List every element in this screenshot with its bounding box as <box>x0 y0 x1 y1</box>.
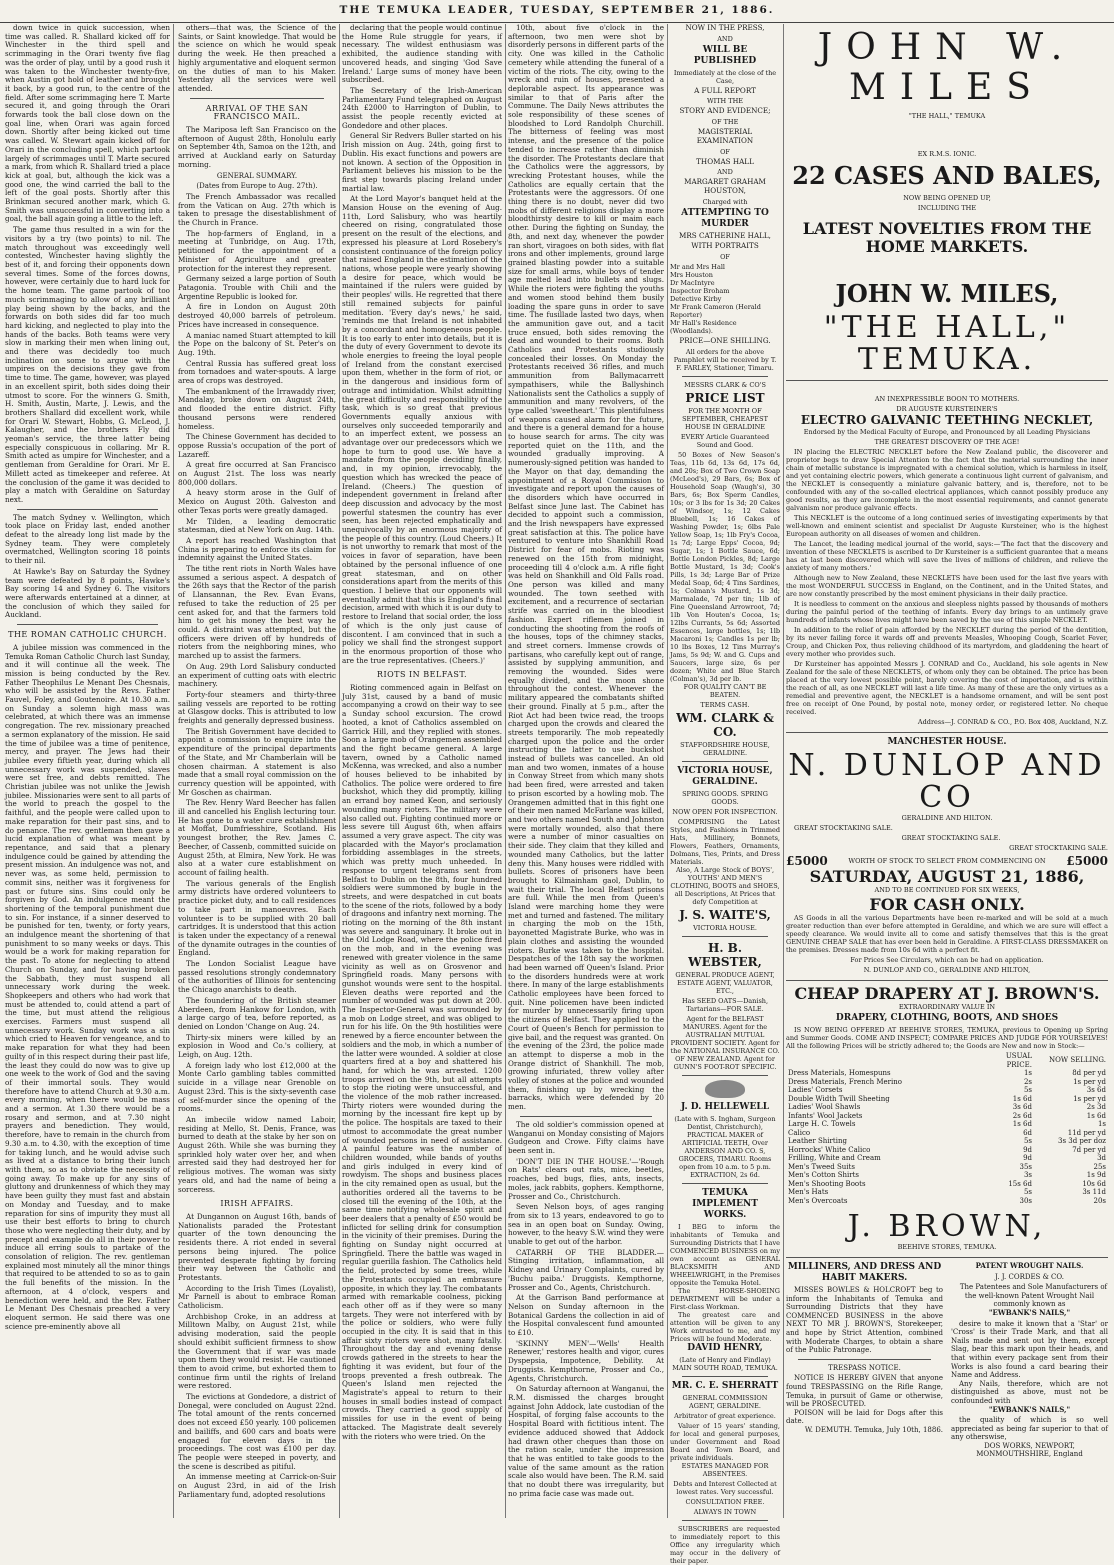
item-name: Dress Materials, French Merino <box>788 1077 902 1086</box>
now-selling-price: 10s 6d <box>1082 1179 1106 1188</box>
usual-price: 9d <box>1023 1154 1032 1162</box>
article-paragraph: The French Ambassador was recalled from the Vatican on Aug. 27th which is taken to presage the disestablishment of the Church in France. <box>178 191 336 228</box>
ad-line: (Late of Henry and Findlay) MAIN SOUTH ROAD, TEMUKA. <box>672 1355 778 1372</box>
ad-body: Dr Kursteiner has appointed Messrs J. CONRAD and Co., Auckland, his sole agents in New Zealand for the sale of these NECKLETS, of whom only they can be obtained. The price has been placed at the very lowest possible point, barely covering the cost of importation, and is within the reach of all, as one NECKLET will last a life time. As many of these are the only virtues as a remedial and preventive agent, the NECKLET is a handsome ornament, and will be sent post free on receipt of One Pound, by postal note, money order, or registered letter. No cheque received. <box>786 660 1108 716</box>
article-paragraph: 'SKINNY MEN'—'Wells' Health Renewer,' restores health and vigor, cures Dyspepsia, Impotence, Debility. At Druggists. Kempthorne, Prosser and Co., Agents, Christchurch. <box>508 1338 664 1383</box>
ad-line: Endorsed by the Medical Faculty of Europe, and Pronounced by all Leading Physicians <box>803 428 1091 436</box>
ad-body: Valuer of 15 years' standing, for local and general purposes, under Government and Road Board and Town Board, and private individuals. <box>670 1421 780 1462</box>
article-paragraph: The British Government have decided to appoint a commission to enquire into the expenditure of the principal departments of the State, and Mr Chamberlain will be chosen chairman. A statement is also made that a small royal commission on the currency question will be appointed, with Mr Goschen as chairman. <box>178 726 336 797</box>
divider <box>190 98 324 99</box>
item-name: Large H. C. Towels <box>788 1120 856 1128</box>
article-paragraph: The old soldier's commission opened at Wanganui on Monday consisting of Majors Gudgeon and Crowe. Fifty claims have been sent in. <box>508 1119 664 1155</box>
item-name: Calico <box>788 1128 811 1137</box>
ad-line: EVERY Article Guaranteed Sound and Good. <box>680 432 770 449</box>
ad-line: WITH PORTRAITS <box>691 241 759 251</box>
ad-line: Agent for the BELFAST MANURES. Agent for the AUSTRALIAN MUTUAL PROVIDENT SOCIETY. Agent for the NATIONAL INSURANCE CO. OF NEW ZEALAND. Agent for GUNN'S FOOT-ROT SPECIFIC. <box>670 1014 780 1071</box>
column-3 <box>342 24 502 1518</box>
usual-price: 6d <box>1023 1128 1032 1137</box>
divider <box>682 936 768 937</box>
pamphlet-ad <box>670 24 780 372</box>
dunlop-ad <box>786 733 1108 981</box>
necklet-ad <box>786 381 1108 733</box>
nails-ad <box>951 1262 1108 1461</box>
price-row <box>786 1180 1108 1189</box>
ad-line: Arbitrator of great experience. <box>674 1411 776 1420</box>
ad-body: MISSES BOWLES & HOLCROFT beg to inform the Inhabitants of Temuka and Surrounding Districts that they have COMMENCED BUSINESS in the above NEXT TO MR J. BROWN'S, Storekeeper, and hope by Strict Attention, combined with Moderate Charges, to obtain a share of the Public Patronage. <box>786 1286 943 1355</box>
usual-price: 1s 6d <box>1012 1120 1032 1128</box>
article-paragraph: According to the Irish Times (Loyalist), Mr Parnell is about to embrace Roman Catholicism. <box>178 1283 336 1311</box>
article-paragraph: The embankment of the Irrawaddy river, Mandalay, broke down on August 24th, and flooded the entire district. Fifty thousand persons were rendered homeless. <box>178 386 336 431</box>
masthead: THE TEMUKA LEADER, TUESDAY, SEPTEMBER 21, 1886. <box>0 0 1114 23</box>
section-dates: (Dates from Europe to Aug. 27th). <box>196 182 318 191</box>
ad-body: It is needless to comment on the anxious and sleepless nights passed by thousands of mothers during the painful period of the teething of infants. Every day brings to an untimely grave hundreds of infants whose lives might have been saved by the use of this simple NECKLET. <box>786 600 1108 624</box>
ad-line: A FULL REPORT <box>694 85 756 95</box>
article-paragraph: At the Garrison Band performance at Nelson on Sunday afternoon in the Botanical Gardens the collection in aid of the Hospital convalescent fund amounted to £10. <box>508 1293 664 1338</box>
column-4 <box>508 24 664 1518</box>
now-selling-price: 3s 3d per doz <box>1057 1137 1106 1145</box>
article-paragraph: 'DON'T DIE IN THE HOUSE.'—'Rough on Rats' clears out rats, mice, beetles, roaches, bed bugs, flies, ants, insects, moles, jack rabbits, gophers. Kempthorne, Prosser and Co., Christchurch. <box>508 1156 664 1201</box>
ad-line: ALWAYS IN TOWN <box>693 1507 757 1516</box>
article-paragraph: A foreign lady who lost £12,000 at the Monte Carlo gambling tables committed suicide in a village near Grenoble on August 23rd. This is the sixty-seventh case of self-murder since the opening of the rooms. <box>178 1060 336 1114</box>
price-row <box>786 1163 1108 1172</box>
article-paragraph: A fire in London on August 20th destroyed 40,000 barrels of petroleum. Prices have increased in consequence. <box>178 302 336 329</box>
article-paragraph: down twice in quick succession, when time was called. R. Shallard kicked off for Winchester in the third spell and scrimmaging in the Orari twenty five flag was the order of play, until by a good rush it was taken to the Winchester twenty-five, when Austin got hold of leather and brought it back, by a good run, to the centre of the field. After some scrimmaging here T. Marte secured it, and going through the Orari forwards took the ball close down on the goal line, when Orari was again forced down. Shortly after being kicked out time was called. W. Stewart again kicked off for Orari in the concluding spell, which partook largely of scrimmages until T. Marte secured a mark, from which R. Shallard tried a place kick at goal, but, although the kick was a good one, the wind carried the ball to the left of the goal posts. Shortly after this Brinkman secured another mark, which G. Smith was unsuccessful in converting into a goal, the ball again going a little to the left. <box>5 23 170 224</box>
column-2 <box>178 24 336 1518</box>
divider <box>682 761 768 762</box>
divider <box>682 1075 768 1076</box>
ad-line: NOW OPEN FOR INSPECTION. <box>672 807 778 816</box>
ad-body: Any Nails, therefore, which are not distinguished as above, must not be confounded with <box>951 1379 1108 1405</box>
now-selling-price: 1s per yd <box>1073 1094 1106 1103</box>
article-paragraph: The Mariposa left San Francisco on the afternoon of August 28th, Honolulu early on September 4th, Samoa on the 12th, and arrived at Auckland early on Saturday morning. <box>178 125 336 169</box>
item-name: Men's Overcoats <box>788 1196 848 1205</box>
ad-title: TEMUKA IMPLEMENT WORKS. <box>692 1187 758 1220</box>
price-row <box>786 1086 1108 1095</box>
ad-headline: CHEAP DRAPERY AT J. BROWN'S. <box>794 984 1100 1003</box>
article-paragraph: The evictions at Gondedore, a district of Donegal, were concluded on August 22nd. The total amount of the rents concerned does not exceed £50 yearly. 100 policemen and bailiffs, and 600 cars and boats were engaged for eleven days in the proceedings. The cost was £100 per day. The people were steeped in poverty, and the scene is described as pitiful. <box>178 1392 336 1471</box>
ad-line: WILL BE PUBLISHED <box>693 44 757 66</box>
item-name: Ladies' Wool Shawls <box>788 1103 861 1111</box>
article-paragraph: Central Russia has suffered great loss from tornadoes and water-spouts. A large area of crops was destroyed. <box>178 358 336 386</box>
ad-title: H. B. WEBSTER, <box>688 940 762 969</box>
ad-line: Mr and Mrs Hall Mrs Houston Dr MacIntyre Inspector Broham Detective Kirby Mr Frank Cameron (Herald Reporter) Mr Hall's Residence (Woodlands). <box>670 263 761 336</box>
column-6-ads <box>786 24 1108 1518</box>
now-selling-price: 2s 3d <box>1086 1103 1106 1111</box>
article-paragraph: General Sir Redvers Buller started on his Irish mission on Aug. 24th, going first to Dublin. His exact functions and powers are not known. A section of the Opposition in Parliament believes his mission to be the first step towards placing Ireland under martial law. <box>342 131 502 193</box>
ad-line: DOS WORKS, NEWPORT, MONMOUTHSHIRE, England <box>976 1441 1083 1459</box>
ad-line: MRS CATHERINE HALL, <box>679 230 771 240</box>
ad-body: NOTICE IS HEREBY GIVEN that anyone found TRESPASSING on the Rifle Range, Temuka, in pursuit of Game or otherwise, will be PROSECUTED. <box>786 1374 943 1409</box>
ad-body: The HORSE-SHOEING DEPARTMENT will be under a First-class Workman. <box>670 1286 780 1311</box>
article-paragraph: The Rev. Henry Ward Beecher has fallen ill and cancelled his English lecturing tour. He has gone to a water cure establishment at Moffat, Dumfriesshire, Scotland. His youngest brother, the Rev. James C. Beecher, of Cassenb, committed suicide on August 25th, at Elmira, New York. He was also at a water cure establishment on account of failing health. <box>178 798 336 877</box>
usual-price: 30s <box>1019 1196 1032 1205</box>
ad-line: GENERAL COMMISSION AGENT, GERALDINE. <box>682 1393 768 1410</box>
ad-line: CONSULTATION FREE. <box>685 1497 765 1506</box>
article-paragraph: Rioting commenced again in Belfast on July 31st, caused by a band of music accompanying a crowd on their way to see a Sunday school excursion. The crowd hooted, a knot of Catholics assembled on Garrick Hill, and they replied with stones. Soon a large mob of Orangemen assembled and the fight became general. A large tavern, owned by a Catholic named McKenna, was wrecked, and also a number of houses believed to be inhabited by Catholics. The police were ordered to fire buckshot, which they did promptly, killing an errand boy named Keon, and seriously wounding many rioters. The military were also called out. Fighting continued more or less severe till August 6th, when affairs assumed a very grave aspect. The city was placarded with the Mayor's proclamation forbidding assemblages in the streets, which was pretty much unheeded. In response to urgent telegrams sent from Belfast to Dublin on the 8th, four hundred soldiers were summoned by bugle in the streets, and were despatched in cut boats to the scene of the riots, followed by a body of dragoons and infantry next morning. The rioting on the morning of the 8th instant was severe and sanguinary. It broke out in the Old Lodge Road, where the police fired on the mob, and in the evening was renewed with greater violence in the same vicinity as well as on Grosvenor and Springfield roads. Many persons with gunshot wounds were sent to the hospital. Eleven deaths were reported and the number of wounded was put down at 200. The Inspector-General was surrounded by a mob on Lodge street, and was obliged to run for his life. On the 9th hostilities were renewed by a fierce encounter between the soldiers and the mob, in which a number of the latter were wounded. A soldier at close quarters fired at a boy and shattered his hand, for which he was arrested. 1200 troops arrived on the 9th, but all attempts to stop the rioting were unsuccessful, and the violence of the mob rather increased. Thirty rioters were wounded during the morning by the incessant fire kept up by the police. The hospitals are taxed to their utmost to accommodate the great number of wounded persons in need of assistance. A painful feature was the number of children wounded, while bands of youths and girls indulged in every kind of rowdyism. The shops and business places in the city remained open as usual, but the authorities ordered all the taverns to be closed till the evening of the 10th, at the same time notifying wholesale spirit and beer dealers that a penalty of £50 would be inflicted for selling drink for consumption in the vicinity of their premises. During the fighting on Sunday night occurred at Springfield. There the battle was waged in regular guerilla fashion. The Catholics held the field, protected by some trees, while the Protestants occupied an embrasure opposite, in which they lay. The combatants armed with remarkable coolness, picking each other off as if they were so many targets. They were not interfered with by the police or soldiers, who were fully occupied in the city. It is said that in this affair sixty rioters were shot, many fatally. Throughout the day and evening dense crowds gathered in the streets to hear the fighting it was evident, but four of the troops prevented a fresh outbreak. The Queen's Island men rejected the Magistrate's appeal to return to their houses in small bodies instead of compact crowds. They carried a good supply of missiles for use in the event of being attacked. The Magistrate dealt severely with the rioters who were tried. On the <box>342 683 502 1441</box>
ad-headline: "THE HALL," TEMUKA. <box>823 310 1071 377</box>
ad-headline: J. BROWN, <box>847 1209 1047 1244</box>
ad-line: EXTRAORDINARY VALUE IN <box>898 1003 996 1011</box>
price-row <box>786 1120 1108 1129</box>
column-rule <box>783 24 784 1518</box>
usual-price: 3s 6d <box>1012 1103 1032 1111</box>
usual-price: 5s <box>1023 1086 1032 1094</box>
divider <box>17 624 158 625</box>
ad-line: MESSRS CLARK & CO'S <box>684 380 766 389</box>
subscribers-notice: SUBSCRIBERS are requested to immediately report to this Office any irregularity which may occur in the delivery of their paper. <box>670 1524 780 1565</box>
article-heading: IRISH AFFAIRS. <box>220 1199 294 1209</box>
item-name: Dress Materials, Homespuns <box>788 1069 891 1077</box>
ad-body: The Patentees and Sole Manufacturers of the well-known Patent Wrought Nail commonly known as <box>959 1283 1108 1309</box>
now-selling-price: 11d per yd <box>1067 1128 1106 1137</box>
ad-body: Address—J. CONRAD & CO., P.O. Box 408, Auckland, N.Z. <box>917 718 1108 726</box>
ad-headline: DRAPERY, CLOTHING, BOOTS, AND SHOES <box>835 1013 1059 1023</box>
divider <box>682 1376 768 1377</box>
price-row <box>786 1146 1108 1155</box>
article-paragraph: Thirty-six miners were killed by an explosion in Wood and Co.'s colliery, at Leigh, on Aug. 12th. <box>178 1032 336 1060</box>
ad-line: WITH THE <box>706 97 744 106</box>
article-paragraph: 10th, about five o'clock in the afternoon, two men were shot by disorderly persons in different parts of the city. One was killed in the Catholic cemetery while attending the funeral of a victim of the riots. The city, owing to the wreck and ruin of houses, presented a deplorable aspect. Its appearance was similar to that of Paris after the Commune. The Daily News attributes the sole responsibility of these scenes of bloodshed to Lord Randolph Churchill. The bitterness of feeling was most intense, and the presence of the police tended to increase rather than diminish the disorder. The Protestants declare that the Catholics were the aggressors, by wrecking Protestant houses, while the Catholics are equally certain that the Protestants were the aggressors. Of one thing there is no doubt, never did two mobs of different religions display a more bloodthirsty desire to kill or maim each other. During the fighting on Sunday, the 8th, and next day, whenever the powder ran short, viragoes on both sides, with flat irons and other implements, ground large grained blasting powder into a suitable size for small arms, while boys of tender age melted lead into bullets and slugs. While the rioters were fighting the youths and women stood behind them busily loading the spare guns in order to save time. The fusillade lasted two days, when the ammunition gave out, and a tacit truce ensued, both sides removing the dead and wounded to their rooms. Both Catholics and Protestants studiously concealed their losses. On Monday the Protestants received 36 rifles, and much ammunition from Ballymacarrett sympathisers, while the Ballyshinch Nationalists sent the Catholics a supply of ammunition and many revolvers, of the type called 'sweetheart.' This plentifulness of weapons caused alarm for the future, and there is a general demand for a house to house search for arms. The city was reported quiet on the 11th, and the wounded gradually improving. A numerously-signed petition was handed to the Mayor on that day, demanding the appointment of a Royal Commission to investigate and report upon the causes of the disorders which have occurred in Belfast since June last. The Cabinet has decided to appoint such a commission, and the Irish newspapers have expressed great satisfaction at this. The police have ventured to venture into Shankhill Road District for fear of mobs. Rioting was renewed on the 15th from midnight, proceeding till 4 o'clock a.m. A rifle fight was held on Shankhill and Old Falls road. One person was killed and many wounded. The town seethed with excitement, and a recurrence of sectarian strife was carried on in the bloodiest fashion. Expert riflemen joined in conducting the shooting from the roofs of the houses, tops of the chimney stacks, and street corners. Immense crowds of partisans, who carefully kept out of range, assisted by supplying ammunition, and removing the wounded. Sides were equally divided, and the moon shone throughout the contest. Whenever the military appeared the combatants shifted their ground. Finally at 5 p.m., after the Riot Act had been twice read, the troops charged upon the crowds and cleared the streets temporarily. The mob repeatedly charged upon the police and the order instructing the latter to use buckshot instead of bullets was cancelled. An old man and two women, inmates of a house in Conway Street from which many shots had been fired, were arrested and taken to prison escorted by a howling mob. The Orangemen admitted that in this fight one of their men named McFarlane was killed, and two others named South and Johnston were mortally wounded, also that there were a number of minor casualties on their side. They claim that they killed and wounded many Catholics, but the latter deny this. Many houses were riddled with bullets. Scores of prisoners have been brought to Kilmainham gaol, Dublin, to wait their trial. The local Belfast prisons are full. While the men from Queen's Island were marching home they were met and turned and fastened. The military in charging the mob on the 15th, bayonetted Magistrate Burke, who was in plain clothes and assisting the wounded rioters. Burke was taken to the hospital. Despatches of the 18th say the workmen had been warned off Queen's Island. Prior to the disorders hundreds were at work there. In many of the large establishments Catholic employees have been forced to quit. Nine policemen have been indicted for murder by unnecessarily firing upon the citizens of Belfast. They applied to the Court of Queen's Bench for permission to give bail, and the request was granted. On the evening of the 23rd, the police made an attempt to disperse a mob in the Orange district of Shankhill. The mob, growing infuriated, threw volley after volley of stones at the police and wounded them, finishing up by wrecking the barracks, which were defended by 20 men. <box>508 23 664 1112</box>
price-row <box>786 1197 1108 1206</box>
ad-line: FOR QUALITY CAN'T BE BEATEN. <box>683 682 767 699</box>
usual-price: 5s <box>1023 1188 1032 1196</box>
article-paragraph: A heavy storm arose in the Gulf of Mexico on August 20th. Galveston and other Texas ports were greatly damaged. <box>178 488 336 515</box>
ad-line: OF THE <box>711 118 739 127</box>
ad-line: "THE HALL," TEMUKA <box>908 112 986 120</box>
article-paragraph: The various generals of the English army districts have ordered volunteers to practice picket duty, and to call residences to take part in manoeuvres. Each volunteer is to be supplied with 20 ball cartridges. It is understood that this action is taken under the expectancy of a renewal of the dynamite outrages in the counties of England. <box>178 878 336 958</box>
ad-line: GREAT STOCKTAKING SALE. <box>794 824 893 832</box>
article-paragraph: The game thus resulted in a win for the visitors by a try (two points) to nil. The match throughout was exceedingly well contested, Winchester having slightly the best of it, and forcing their opponents down several times. Some of the forces downs, however, were certainly due to hard luck for the home team. The game partook of too much scrimmaging to allow of any brilliant play being shown by the backs, and the forwards on both sides did far too much hard kicking, and neglected to play into the hands of the backs. Both teams were very slow in marking their men when lining out, and there was decidedly too much inclination on some to argue with the umpires on the decisions they gave from time to time. The game, however, was played in an excellent spirit, both sides doing their utmost to score. For the winners G. Smith, H. Smith, Austin, Marte, J. Lewis, and the brothers Shallard did excellent work, while for Orari W. Stewart, Hobbs, G. McLeod, J. Kalaugher, and the brothers Fly did yeoman's service, the three latter being especially conspicuous in collaring. Mr R. Smith acted as umpire for Winchester, and a gentleman from Geraldine for Orari. Mr E. Millett acted as timekeeper and referee. At the conclusion of the game it was decided to play a match with Geraldine on Saturday next. <box>5 225 170 504</box>
ad-title: JOHN W. MILES <box>817 27 1077 108</box>
now-selling-price: 7d per yd <box>1072 1145 1106 1154</box>
column-rule <box>173 24 174 1518</box>
article-paragraph: Forty-four steamers and thirty-three sailing vessels are reported to be rotting at Glasgow docks. This is attributed to low freights and generally depressed business. <box>178 689 336 726</box>
price-table <box>786 1052 1108 1205</box>
hellewell-ad <box>670 1080 780 1179</box>
ad-line: "EWBANK'S NAILS," <box>988 1307 1071 1317</box>
article-heading: ARRIVAL OF THE SAN FRANCISCO MAIL. <box>205 103 309 122</box>
ad-headline: JOHN W. MILES, <box>835 279 1059 308</box>
ad-line: AND TO BE CONTINUED FOR SIX WEEKS, <box>874 886 1020 894</box>
ad-line: VICTORIA HOUSE. <box>693 923 757 932</box>
ad-body: POISON will be laid for Dogs after this date. <box>786 1408 943 1426</box>
article-paragraph: At Hawke's Bay on Saturday the Sydney team were defeated by 8 points, Hawke's Bay scoring 14 and Sydney 6. The visitors were afterwards entertained at a dinner, at the conclusion of which they sailed for Auckland. <box>5 566 170 620</box>
ad-line: BEEHIVE STORES, TEMUKA. <box>897 1243 997 1251</box>
usual-price: 2s 6d <box>1012 1111 1032 1120</box>
article-paragraph: The Secretary of the Irish-American Parliamentary Fund telegraphed on August 24th £2000 to Harrington of Dublin, to assist the people recently evicted at Gondedore and other places. <box>342 85 502 130</box>
webster-ad <box>670 941 780 1071</box>
sherratt-ad <box>670 1381 780 1516</box>
ad-line: WORTH OF STOCK TO SELECT FROM COMMENCING ON <box>848 857 1046 865</box>
article-paragraph: Mr Tilden, a leading democratic statesman, died at New York on Aug. 14th. <box>178 516 336 535</box>
now-selling-price: 1s <box>1097 1120 1106 1128</box>
ad-line: N. DUNLOP AND CO., GERALDINE AND HILTON, <box>863 966 1031 974</box>
ad-line: TERMS CASH. <box>700 700 750 709</box>
ad-headline: LATEST NOVELTIES FROM THE HOME MARKETS. <box>802 219 1092 256</box>
price-row <box>786 1112 1108 1121</box>
ad-body: IN placing the ELECTRIC NECKLET before the New Zealand public, the discoverer and proprietor begs to draw Special Attention to the fact that the material surrounding the inner chain of metallic substance is impregnated with a chemical solution, which is harmless in itself, and yet containing electric powers, which generate a continuous light current of galvanism, and the NECKLET is consequently a miniature galvanic battery, and is, therefore, not to be confounded with any of the so-called electrical appliances, which cannot possibly produce any good results, as they are incomplete in the most essential requirements, and cannot generate galvanism nor produce galvanic effects. <box>786 448 1108 512</box>
column-rule <box>505 24 506 1518</box>
usual-price: 35s <box>1019 1162 1032 1171</box>
article-paragraph: The London Socialist League have passed resolutions strongly condemnatory of the authorities of Illinois for sentencing the Chicago anarchists to death. <box>178 959 336 995</box>
article-paragraph: A great fire occurred at San Francisco on August 21st. The loss was nearly 800,000 dollars. <box>178 460 336 487</box>
ad-line: ATTEMPTING TO MURDER <box>681 207 769 229</box>
stock-value: £5000 <box>786 854 828 868</box>
ad-title: MANCHESTER HOUSE. <box>887 737 1007 747</box>
now-selling-price: 3s 6d <box>1086 1086 1106 1094</box>
article-paragraph: Archbishop Croke, in an address at Milltown Malby, on August 21st, while advising moderation, said the people should exhibit sufficient firmness to show the Government that if war was made upon them they would resist. He cautioned them to avoid crime, but exhorted them to continue firm until the rights of Ireland were restored. <box>178 1311 336 1391</box>
ad-body: I BEG to inform the inhabitants of Temuka and Surrounding Districts that I have COMMENCED BUSINESS on my own account as GENERAL BLACKSMITH AND WHEELWRIGHT, in the Premises opposite the Temuka Hotel. <box>670 1222 780 1287</box>
ad-line: J. J. CORDES & CO. <box>995 1272 1064 1281</box>
article-paragraph: A maniac named Stuart attempted to kill the Pope on the balcony of St. Peter's on Aug. 19th. <box>178 330 336 357</box>
item-name: Ladies' Corsets <box>788 1086 843 1094</box>
ad-body: COMPRISING the Latest Styles, and Fashions in Trimmed Hats, Millinery, Bonnets, Flowers, Feathers, Ornaments, Dolmans, Ties, Prints, and Dress Materials. <box>670 817 780 866</box>
ad-line: GREAT STOCKTAKING SALE. <box>901 834 1001 842</box>
article-paragraph: An imbecile widow named Laboir, residing at Mello, St. Denis, France, was burned to death at the stake by her son on August 26th. While she was burning they sprinkled holy water over her, and when arrested said they had destroyed her for religious motives. The woman was sixty years old, and had the name of being a sorceress. <box>178 1114 336 1194</box>
ad-title: MILLINERS, AND DRESS AND HABIT MAKERS. <box>787 1262 942 1283</box>
brown-ad <box>786 981 1108 1258</box>
ad-line: THOMAS HALL <box>696 156 754 166</box>
ad-title: DAVID HENRY, <box>687 1342 763 1353</box>
ad-body: the quality of which is so well appreciated as being far superior to that of any otherswise, <box>951 1416 1108 1442</box>
usual-price: 1s 6d <box>1012 1094 1032 1103</box>
article-paragraph: At the Lord Mayor's banquet held at the Mansion House on the evening of Aug. 11th, Lord Salisbury, who was heartily cheered on rising, congratulated those present on the result of the elections, and expressed his pleasure at Lord Rosebery's consistent continuance of the foreign policy that raised England in the estimation of the nations, whose people were yearly showing a desire for peace, which would be maintained if the rulers were guided by their peoples' wills. He regretted that there still remained subjects for painful meditation. 'Every day's news,' he said, 'reminds me that Ireland is not inhabited by a concordant and homogeneous people. It is too early to enter into details, but it is the duty of every Government to devote its whole energies to freeing the loyal people of Ireland from the constant exercised upon them, whether in the form of riot, or in the dangerous and insidious form of outrage and intimidation. Whilst admitting the great difficulty and responsibility of the task, which is so great that previous Governments equally anxious with ourselves only succeeded temporarily and to an imperfect extent, we possess an advantage over our predecessors which we hope to turn to good use. We have a mandate from the people deciding finally, and, in my opinion, irrevocably, the question which has wrecked the peace of Ireland. (Cheers.) The question of independent government in Ireland after deep discussion and advocacy by the most powerful statesmen the country has ever seen, has been rejected emphatically and unequivocally by an enormous majority of the people of this country. (Loud Cheers.) It is not unworthy to remark that most of the voices in favor of separation, have been obtained by the personal influence of one great statesman, and on other considerations apart from the merits of this question. I believe that our opponents will eventually admit that this is England's final decision, armed with which it is our duty to restore to Ireland that social order, the loss of which is the only just cause of discontent. I am convinced that in such a policy we shall find the strongest support in the enormous proportion of those who are the true representatives. (Cheers.)' <box>342 194 502 665</box>
column-rule <box>667 24 668 1518</box>
item-name: Infants' Wool Jackets <box>788 1111 863 1120</box>
ad-headline: 22 CASES AND BALES, <box>792 161 1102 190</box>
ad-line: MARGARET GRAHAM HOUSTON, <box>684 177 766 195</box>
ad-line: THE GREATEST DISCOVERY OF THE AGE! <box>874 438 1020 446</box>
ad-body: In addition to the relief of pain afforded by the NECKLET during the period of the dentition, by its never failing force it wards off and prevents Measles, Whooping Cough, Scarlet Fever, Croup, and Chicken Pox, thus relieving childhood of its martyrdom, and gladdening the heart of every mother who provides such. <box>786 626 1108 658</box>
divider <box>798 1359 931 1360</box>
price-row <box>786 1171 1108 1180</box>
ad-line: Charged with <box>702 197 748 206</box>
usual-price: 5s <box>1023 1137 1032 1145</box>
ad-line: GREAT STOCKTAKING SALE. <box>1009 844 1108 852</box>
column-1 <box>5 24 170 1518</box>
article-paragraph: The tithe rent riots in North Wales have assumed a serious aspect. A despatch of the 26th says that the Rector of the parish of Llansannan, the Rev. Evan Evans, refused to take the reduction of 25 per cent asked for, and that the farmers told him to get his money the best way he could. A distraint was attempted, but the officers were driven off by hundreds of rioters from the neighboring mines, who marched up to assist the farmers. <box>178 564 336 661</box>
divider <box>520 1116 652 1117</box>
item-name: Horrocks' White Calico <box>788 1145 871 1154</box>
ad-title: WM. CLARK & CO. <box>676 710 774 739</box>
ad-line: AN INEXPRESSIBLE BOON TO MOTHERS. <box>874 395 1020 403</box>
ad-line: FOR THE MONTH OF SEPTEMBER, CHEAPEST HOUSE IN GERALDINE <box>682 406 768 431</box>
header-cell: NOW SELLING. <box>1049 1056 1106 1065</box>
item-name: Men's Shooting Boots <box>788 1179 866 1188</box>
article-paragraph: Seven Nelson boys, of ages ranging from six to 13 years, endeavored to go to sea in an open boat on Sunday. Owing, however, to the heavy S.W. wind they were unable to get out of the harbor. <box>508 1202 664 1247</box>
ad-body: desire to make it known that a 'Star' or 'Cross' is their Trade Mark, and that all Nails made and sent out by them, except Slag, bear this mark upon their heads, and that within every package sent from their Works is also found a card bearing their Name and Address. <box>951 1319 1108 1380</box>
header-cell: USUAL PRICE. <box>1005 1052 1032 1069</box>
item-name: Frilling, White and Cream <box>788 1154 881 1162</box>
ad-body: AS Goods in all the various Departments have been re-marked and will be sold at a much greater reduction than ever before attempted in Geraldine, and which we are sure will effect a speedy clearance. We would invite all to come and satisfy themselves that this is the great GENUINE CHEAP SALE that has ever been held in Geraldine. A FIRST-CLASS DRESSMAKER on the premises. Dresses made from 10s 6d with a perfect fit. <box>786 914 1108 954</box>
ad-line: AND <box>717 34 733 43</box>
ad-body: 50 Boxes of New Season's Teas, 11b 6d, 13s 6d, 17s 6d, and 20s; Box of Two Crown Soap (McLeod's), 29 Bars, 6s; Box of Household Soap (Waugh's), 30 Bars, 6s; Box Sperm Candles, 10s; or 3 lbs for 1s 3d; 20 Cakes of Windsor, 1s; 12 Cakes Bluebell, 1s; 16 Cakes of Washing Powder, 1s; 6lbs Pale Yellow Soap, 1s; 1lb Fry's Cocoa, 1s 7d; Large Epps' Cocoa, 9d; Sugar, 1s; 1 Bottle Sauce, 6d; Bottle London Pickles, 8d; Large Bottle Mustard, 1s 3d; Cook's Pills, 1s 3d; Large Bar of Prize Medal Soap, 6d; 4 Tins Sardines, 1s; Colman's Mustard, 1s 3d; Marmalade, 7d per tin; 1lb of Fine Queensland Arrowroot, 7d; 1lb Von Houten's Cocoa, 1s; 12lbs Currants, 5s 6d; Assorted Essences, large bottles, 1s; 1lb Macaroni 1s; Candles 1s per lb; 10 lbs Boxes, 12 Tins Murray's Jams, 5s 9d; W. and G. Cups and Saucers, large size, 6s per dozen; White and Blue Starch (Colman's), 3d per lb. <box>670 450 780 683</box>
price-row <box>786 1095 1108 1104</box>
ad-body: This NECKLET is the outcome of a long continued series of investigating experiments by that well-known and eminent scientist and specialist Dr Auguste Kursteiner, who is the highest European authority on all diseases of women and children. <box>786 514 1108 538</box>
now-selling-price: 20s <box>1093 1196 1106 1205</box>
ad-headline: FOR CASH ONLY. <box>869 895 1025 914</box>
article-paragraph: The foundering of the British steamer Aberdeen, from Hankow for London, with a large cargo of tea, before reported, as denied on London 'Change on Aug. 24. <box>178 995 336 1031</box>
price-row <box>786 1154 1108 1163</box>
ad-line: AND <box>717 168 733 177</box>
item-name: Men's Cotton Shirts <box>788 1171 859 1179</box>
article-paragraph: The Chinese Government has decided to oppose Russia's occupation of the port of Lazareff. <box>178 432 336 459</box>
article-paragraph: The hop-farmers of England, in a meeting at Tunbridge, on Aug. 17th, petitioned for the appointment of a Minister of Agriculture and greater protection for the interest they represent. <box>178 228 336 273</box>
ad-body: The greatest care and attention will be given to any Work entrusted to me, and my Prices will be found Moderate. <box>670 1310 780 1343</box>
article-paragraph: CATARRH OF THE BLADDER.—Stinging irritation, inflammation, all Kidney and Urinary Complaints, cured by 'Buchu paiba.' Druggists. Kempthorne, Prosser and Co., Agents, Christchurch. <box>508 1247 664 1292</box>
price-table-header <box>786 1052 1108 1069</box>
ad-line: Immediately at the close of the Case, <box>673 68 777 85</box>
milliners-ad <box>786 1262 943 1461</box>
header-cell <box>786 1052 990 1069</box>
ad-body: The Lancet, the leading medical journal of the world, says:—'The fact that the discovery and invention of these NECKLETS is ascribed to Dr Kursteiner is a sufficient guarantee that a means has at last been discovered which will save the lives of millions of children, and relieve the anxiety of many mothers.' <box>786 540 1108 572</box>
ad-body: Although new to New Zealand, these NECKLETS have been used for the last five years with the most WONDERFUL SUCCESS in England, on the Continent, and in the United States, and are now constantly prescribed by the most eminent physicians in their daily practice. <box>786 574 1108 598</box>
now-selling-price: 25s <box>1093 1162 1106 1171</box>
ad-line: STAFFORDSHIRE HOUSE, GERALDINE. <box>680 740 770 757</box>
article-paragraph: At Dungannon on August 16th, bands of Nationalists paraded the Protestant quarter of the town denouncing the residents there. A riot ended in several persons being injured. The police prevented desperate fighting by forcing their way between the Catholic and Protestants. <box>178 1212 336 1282</box>
usual-price: 3s <box>1023 1171 1032 1179</box>
ad-line: All orders for the above Pamphlet will be received by T. F. FARLEY, Stationer, Timaru. <box>673 347 777 372</box>
price-row <box>786 1188 1108 1197</box>
divider <box>682 376 768 377</box>
ad-line: OF <box>720 147 730 156</box>
column-5-ads <box>670 23 780 1565</box>
ad-title: MR. C. E. SHERRATT <box>671 1380 779 1391</box>
ad-line: Also, A Large Stock of BOYS', YOUTHS' AND MEN'S CLOTHING, BOOTS and SHOES, all Descriptions, At Prices that defy Competition at <box>670 865 780 906</box>
now-selling-price: 3d <box>1097 1154 1106 1162</box>
ad-headline: ELECTRO GALVANIC TEETHING NECKLET, <box>800 413 1094 427</box>
miles-ad <box>786 28 1108 381</box>
ad-line: Has SEED OATS—Danish, Tartarians—FOR SALE. <box>681 996 769 1013</box>
ad-line: Debts and Interest Collected at lowest rates. Very successful. <box>673 1479 777 1496</box>
stock-value-row <box>786 854 1108 868</box>
ad-headline: N. DUNLOP AND CO <box>788 748 1106 815</box>
ad-line: STORY AND EVIDENCE; <box>679 106 771 116</box>
ad-title: J. S. WAITE'S, <box>679 907 771 922</box>
ad-line: DR AUGUSTE KURSTEINER'S <box>896 405 998 413</box>
ad-line: INCLUDING THE <box>917 204 977 212</box>
article-paragraph: The match Sydney v. Wellington, which took place on Friday last, ended another defeat to the already long list made by the Sydney team. They were completely overmatched, Wellington scoring 18 points to their nil. <box>5 512 170 566</box>
usual-price: 2s <box>1023 1077 1032 1086</box>
ad-line: ESTATES MANAGED FOR ABSENTEES. <box>681 1461 769 1478</box>
ad-title: PATENT WROUGHT NAILS. <box>975 1261 1084 1270</box>
ad-line: (Late with S. Ingham, Surgeon Dentist, Christchurch), PRACTICAL MAKER of ARTIFICIAL TEETH, Over ANDERSON AND CO. S, GROCERS, TIMARU. Rooms open from 10 a.m. to 5 p.m. EXTRACTION, 2s 6d. <box>674 1114 776 1179</box>
article-paragraph: declaring that the people would continue the Home Rule struggle for years, if necessary. The wildest enthusiasm was exhibited, the audience standing with uncovered heads, and singing 'God Save Ireland.' Large sums of money have been subscribed. <box>342 23 502 85</box>
ad-line: MAGISTERIAL EXAMINATION <box>696 127 754 145</box>
now-selling-price: 1s per yd <box>1073 1077 1106 1086</box>
article-paragraph: On Aug. 29th Lord Salisbury conducted an experiment of cutting oats with electric machinery. <box>178 661 336 689</box>
item-name: Men's Tweed Suits <box>788 1162 855 1171</box>
usual-price: 15s 6d <box>1008 1179 1032 1188</box>
article-paragraph: A jubilee mission was commenced in the Temuka Roman Catholic Church last Sunday, and it will continue all the week. The mission is being conducted by the Rev. Father Theophilus Le Menant Des Chesnais, who will be assisted by the Revs. Father Fauvel, Foley, and Goutenoire. At 10.30 a.m. on Sunday a solemn high mass was celebrated, at which there was an immense congregation. The rev. missionary preached a sermon explanatory of the mission. He said the time of jubilee was a time of penitence, mercy, and prayer. The Jews had their jubilee every fiftieth year, during which all unnecessary work was suspended, slaves were set free, and debts remitted. The Christian jubilee was not unlike the Jewish jubilee. Missionaries were sent to all parts of the world to preach the gospel to the faithful, and the people were called upon to make reparation for their past sins, and to do penance. The rev. gentleman then gave a lucid explanation of what was meant by repentance, and said that a plenary indulgence could be gained by attending the present mission. An indulgence was not, and never was, as some held, permission to commit sins, neither was it forgiveness for past or future sins. Sins could only be forgiven by God. An indulgence meant the shortening of the temporal punishment due to sin. For instance, if a sinner deserved to be punished for ten, twenty, or forty years, an indulgence meant the shortening of that punishment to so many weeks or days. This would be a work for making reparation for the past. To atone for neglecting to attend Church on Sunday, and for having broken the Sabbath, they must suspend all unnecessary work during the week. Shopkeepers and others who had work that must be attended to, could attend a part of the time, but must attend the religious exercises. Farmers must suspend all unnecessary work. Sunday work was a sin which cried to Heaven for vengeance, and to make reparation for what they had been guilty of in this respect during their past life, the least they could do now was to give up one week to the work of God and the saving of their immortal souls. They would therefore have to attend Church at 9.30 a.m. every morning, when there would be mass and a sermon. At 1.30 there would be a rosary and sermon, and at 7.30 night prayers and benediction. They would, therefore, have to remain in the church from 9.30 a.m. to 4.30, with the exception of time for taking lunch, and he would advise such as lived at a distance to bring their lunch with them, so as to obviate the necessity of going away. To make up for any sins of gluttony and drunkenness of which they may have been guilty they must fast and abstain on Monday and Tuesday, and to make reparation for sins of impurity they must all use their best efforts to bring to church those who were neglecting their duty, and by precept and example do all in their power to induce all erring souls to partake of the consolation of religion. The rev. gentleman explained most minutely all the minor things that required to be attended to so as to gain the full benefits of the mission. In the afternoon, at 4 o'clock, vespers and benediction were held, and the Rev. Father Le Menant Des Chesnais preached a very eloquent sermon. He said there was one science pre-eminently above all <box>5 642 170 1331</box>
now-selling-price: 3s 11d <box>1082 1188 1106 1196</box>
ad-title: J. D. HELLEWELL <box>680 1101 770 1112</box>
article-heading: RIOTS IN BELFAST. <box>376 670 468 680</box>
ad-line: NOW IN THE PRESS, <box>685 23 765 32</box>
ad-line: PRICE—ONE SHILLING. <box>679 336 771 346</box>
price-row <box>786 1129 1108 1138</box>
article-paragraph: others—that was, the Science of the Saints, or Saint knowledge. That would be the science on which he would speak during the week. He then preached a highly argumentative and eloquent sermon on the duties of man to his Maker. Yesterday all the services were well attended. <box>178 23 336 93</box>
ad-line: EX R.M.S. IONIC. <box>917 150 977 158</box>
bottom-ads-row <box>786 1262 1108 1461</box>
divider <box>682 1183 768 1184</box>
column-rule <box>339 24 340 1518</box>
ad-body: IS NOW BEING OFFERED AT BEEHIVE STORES, TEMUKA, previous to Opening up Spring and Summer Goods. COME AND INSPECT; COMPARE PRICES AND JUDGE FOR YOURSELVES! All the following Prices will be strictly adhered to; the Goods are New and now in Stock:— <box>786 1026 1108 1050</box>
article-paragraph: A report has reached Washington that China is preparing to enforce its claim for indemnity against the United States. <box>178 535 336 563</box>
article-paragraph: An immense meeting at Carrick-on-Suir on August 23rd, in aid of the Irish Parliamentary fund, adopted resolutions <box>178 1472 336 1499</box>
price-row <box>786 1103 1108 1112</box>
usual-price: 1s <box>1023 1069 1032 1077</box>
item-name: Leather Shirting <box>788 1137 847 1145</box>
item-name: Double Width Twill Sheeting <box>788 1094 890 1103</box>
price-row <box>786 1078 1108 1087</box>
item-name: Men's Hats <box>788 1188 829 1196</box>
ad-line: GENERAL PRODUCE AGENT, ESTATE AGENT, VALUATOR, ETC., <box>675 970 775 995</box>
ad-line: GERALDINE AND HILTON. <box>901 814 993 822</box>
article-heading: THE ROMAN CATHOLIC CHURCH. <box>8 630 167 640</box>
ad-line: NOW BEING OPENED UP, <box>903 194 991 202</box>
ad-line: OF <box>720 253 730 262</box>
ad-line: "EWBANK'S NAILS," <box>988 1404 1071 1414</box>
stock-value: £5000 <box>1066 854 1108 868</box>
ad-body: W. DEMUTH. Temuka, July 10th, 1886. <box>804 1425 943 1434</box>
ad-title: VICTORIA HOUSE, GERALDINE. <box>677 765 773 787</box>
price-row <box>786 1137 1108 1146</box>
ad-line: For Prices See Circulars, which can be had on application. <box>850 956 1044 964</box>
divider <box>17 509 158 510</box>
usual-price: 9d <box>1023 1145 1032 1154</box>
now-selling-price: 1s 6d <box>1086 1111 1106 1120</box>
ad-line: SPRING GOODS. SPRING GOODS. <box>682 789 768 806</box>
ad-headline: SATURDAY, AUGUST 21, 1886, <box>809 867 1085 886</box>
implement-works-ad <box>670 1188 780 1372</box>
divider <box>682 1520 768 1521</box>
article-paragraph: On Saturday afternoon at Wanganui, the R.M. dismissed the charges brought against John Addock, late custodian of the Hospital, of forging false accounts to the Hospital Board with fictitious intent. The evidence adduced showed that Addock had drawn other cheques than those on the ration scale, under the impression that he was entitled to take goods to the value of the same amount as the ration scale also would have been. The R.M. said that no doubt there was irregularity, but no prima facie case was made out. <box>508 1384 664 1498</box>
ad-title: PRICE LIST <box>685 390 765 405</box>
now-selling-price: 8d per yd <box>1072 1069 1106 1077</box>
victoria-house-ad <box>670 766 780 932</box>
clark-price-list-ad <box>670 381 780 757</box>
price-row <box>786 1069 1108 1078</box>
article-paragraph: Germany seized a large portion of South Patagonia. Trouble with Chili and the Argentine Republic is looked for. <box>178 274 336 301</box>
ad-title: TRESPASS NOTICE. <box>828 1363 901 1372</box>
dental-illustration <box>705 1080 745 1098</box>
section-subheading: GENERAL SUMMARY. <box>216 171 298 180</box>
now-selling-price: 1s 9d <box>1086 1171 1106 1179</box>
